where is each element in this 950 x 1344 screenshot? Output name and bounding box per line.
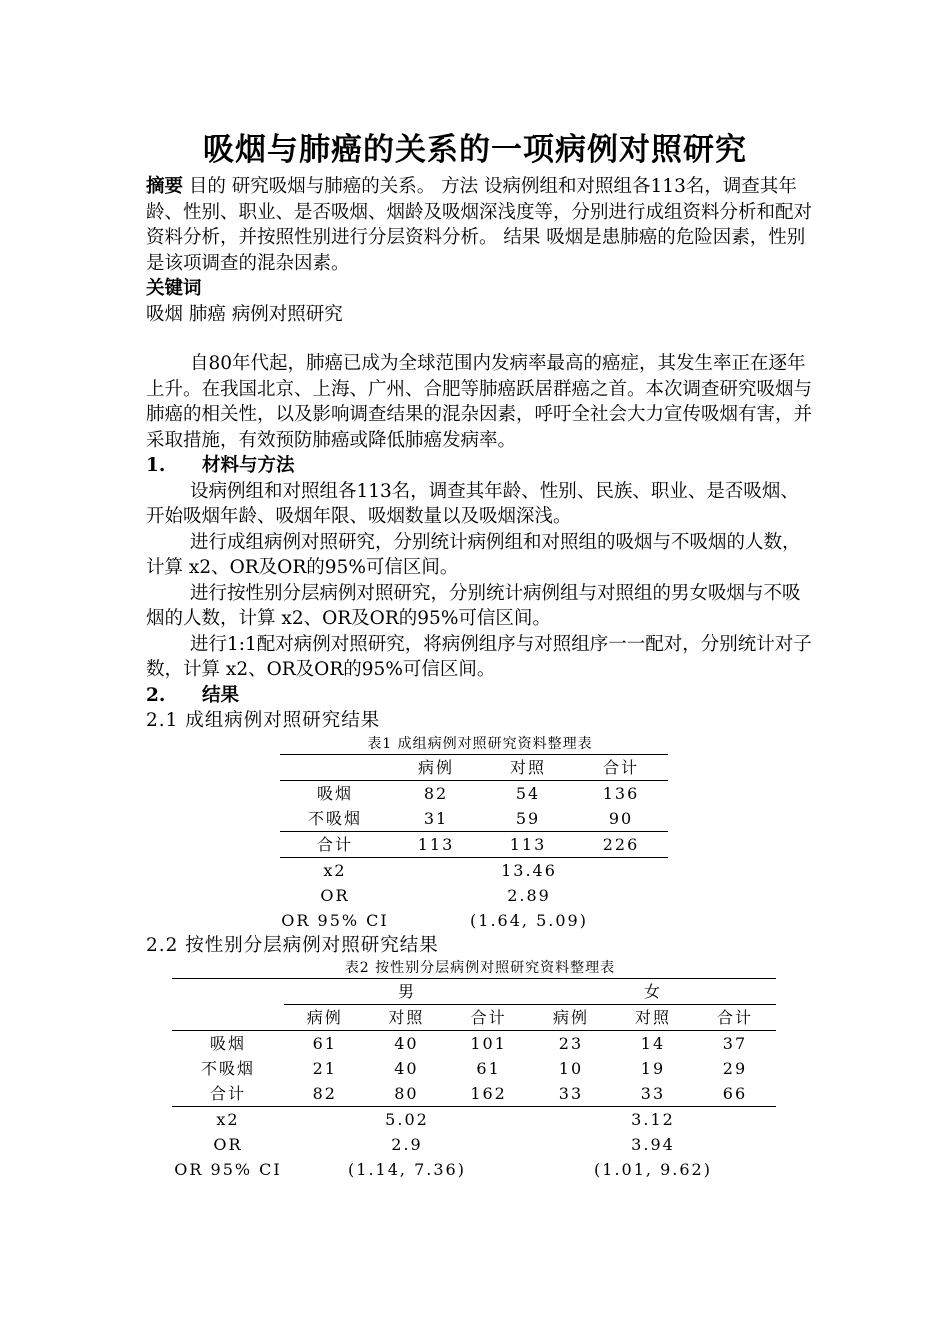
abstract-label: 摘要 xyxy=(146,176,184,197)
section-heading-results xyxy=(146,683,814,709)
table-cell: 23 xyxy=(558,1034,584,1053)
keywords-label: 关键词 xyxy=(146,278,202,299)
stat-value: 2.89 xyxy=(507,885,551,905)
table-header-cell: 对照 xyxy=(509,757,546,777)
table-cell: 82 xyxy=(423,783,449,803)
table-cell: 113 xyxy=(509,834,547,854)
table-header-cell: 合计 xyxy=(716,1008,753,1027)
subsection-heading: 2.1 成组病例对照研究结果 xyxy=(146,710,381,731)
table1 xyxy=(280,754,668,933)
table-header-cell: 病例 xyxy=(417,757,454,777)
methods-paragraph: 进行成组病例对照研究，分别统计病例组和对照组的吸烟与不吸烟的人数，计算 x2、OR及OR的95%可信区间。 xyxy=(146,531,801,578)
spacer xyxy=(146,327,814,351)
table-cell: 不吸烟 xyxy=(307,808,362,828)
stat-label: OR xyxy=(213,1135,243,1154)
section-title: 材料与方法 xyxy=(202,455,295,476)
stat-label: OR 95% CI xyxy=(281,910,389,930)
stat-value-male: 2.9 xyxy=(391,1135,423,1154)
table-cell: 162 xyxy=(470,1084,507,1103)
table-group-row xyxy=(172,979,776,1005)
methods-paragraph: 进行1:1配对病例对照研究，将病例组序与对照组序一一配对，分别统计对子数，计算 x2、OR及OR的95%可信区间。 xyxy=(146,633,812,680)
table-cell: 40 xyxy=(394,1059,419,1078)
table-cell: 14 xyxy=(640,1034,666,1053)
table-header-cell xyxy=(280,754,390,780)
methods-paragraph: 进行按性别分层病例对照研究，分别统计病例组与对照组的男女吸烟与不吸烟的人数，计算 x2、OR及OR的95%可信区间。 xyxy=(146,582,801,629)
table-cell: 33 xyxy=(558,1084,584,1103)
stat-label: x2 xyxy=(323,860,347,880)
table-cell: 21 xyxy=(312,1059,337,1078)
group-header-female: 女 xyxy=(530,979,776,1005)
paper-body xyxy=(146,174,814,1182)
table-header-cell: 病例 xyxy=(306,1008,343,1027)
table-cell: 10 xyxy=(558,1059,584,1078)
stat-value-male: (1.14, 7.36) xyxy=(348,1160,466,1179)
section-number: 1. xyxy=(146,455,166,476)
table-cell: 19 xyxy=(640,1059,666,1078)
abstract xyxy=(146,174,814,276)
table-row xyxy=(172,1031,776,1057)
table-cell: 31 xyxy=(423,808,449,828)
table1-caption: 表1 成组病例对照研究资料整理表 xyxy=(367,735,593,752)
table-header-cell: 对照 xyxy=(388,1008,425,1027)
table-header-cell: 对照 xyxy=(634,1008,671,1027)
stat-label: x2 xyxy=(216,1110,240,1129)
table-cell: 不吸烟 xyxy=(200,1059,255,1078)
table-cell: 54 xyxy=(515,783,541,803)
stat-value-male: 5.02 xyxy=(385,1110,429,1129)
table2 xyxy=(172,978,776,1182)
table-stat-row xyxy=(172,1107,776,1133)
table-stat-row xyxy=(172,1157,776,1182)
table-header-cell: 病例 xyxy=(552,1008,589,1027)
table-cell: 吸烟 xyxy=(316,783,353,803)
table-header-row xyxy=(280,754,668,780)
stat-value: (1.64, 5.09) xyxy=(470,910,588,930)
table-header-cell: 合计 xyxy=(602,757,639,777)
table-cell: 226 xyxy=(602,834,640,854)
table-cell: 吸烟 xyxy=(209,1034,246,1053)
stat-label: OR xyxy=(320,885,350,905)
table-row xyxy=(280,806,668,832)
table-cell: 29 xyxy=(722,1059,748,1078)
table-cell: 90 xyxy=(608,808,634,828)
section-heading-methods xyxy=(146,453,814,479)
keywords-text: 吸烟 肺癌 病例对照研究 xyxy=(146,303,343,325)
table-row xyxy=(172,1056,776,1081)
table-stat-row xyxy=(280,857,668,883)
section-number: 2. xyxy=(146,684,166,706)
group-header-male: 男 xyxy=(284,979,530,1005)
stat-value-female: 3.12 xyxy=(631,1110,675,1129)
table-header-row xyxy=(172,1005,776,1031)
table-row xyxy=(280,780,668,806)
table2-caption: 表2 按性别分层病例对照研究资料整理表 xyxy=(344,960,616,976)
table-cell: 59 xyxy=(515,808,541,828)
table-cell: 合计 xyxy=(209,1084,246,1103)
table-stat-row xyxy=(280,883,668,908)
table-stat-row xyxy=(280,908,668,933)
section-title: 结果 xyxy=(202,684,240,706)
table-header-cell xyxy=(172,979,284,1005)
table-stat-row xyxy=(172,1132,776,1157)
table-cell: 66 xyxy=(722,1084,748,1103)
table-cell: 33 xyxy=(640,1084,666,1103)
stat-value-female: 3.94 xyxy=(631,1135,675,1154)
table-cell: 101 xyxy=(470,1034,507,1053)
table-cell: 合计 xyxy=(316,834,353,854)
stat-value-female: (1.01, 9.62) xyxy=(594,1160,712,1179)
table-cell: 61 xyxy=(476,1059,501,1078)
table-header-cell xyxy=(172,1005,284,1031)
table-cell: 40 xyxy=(394,1034,419,1053)
table-row xyxy=(280,831,668,857)
table-row xyxy=(172,1081,776,1107)
stat-value: 13.46 xyxy=(501,860,557,880)
abstract-text: 目的 研究吸烟与肺癌的关系。 方法 设病例组和对照组各113名，调查其年龄、性别、职业、是否吸烟、烟龄及吸烟深浅度等，分别进行成组资料分析和配对资料分析，并按照性别进行分层资料分析。 结果 吸烟是患肺癌的危险因素，性别是该项调查的混杂因素。 xyxy=(146,176,813,274)
table-cell: 80 xyxy=(394,1084,419,1103)
table-cell: 113 xyxy=(417,834,455,854)
table-cell: 82 xyxy=(312,1084,337,1103)
stat-label: OR 95% CI xyxy=(174,1160,282,1179)
paper-title: 吸烟与肺癌的关系的一项病例对照研究 xyxy=(203,132,747,168)
subsection-heading: 2.2 按性别分层病例对照研究结果 xyxy=(146,934,439,956)
intro-paragraph: 自80年代起，肺癌已成为全球范围内发病率最高的癌症，其发生率正在逐年上升。在我国北京、上海、广州、合肥等肺癌跃居群癌之首。本次调查研究吸烟与肺癌的相关性，以及影响调查结果的混杂因素，呼吁全社会大力宣传吸烟有害，并采取措施，有效预防肺癌或降低肺癌发病率。 xyxy=(146,353,813,451)
table-cell: 61 xyxy=(312,1034,337,1053)
table-header-cell: 合计 xyxy=(470,1008,507,1027)
methods-paragraph: 设病例组和对照组各113名，调查其年龄、性别、民族、职业、是否吸烟、开始吸烟年龄、吸烟年限、吸烟数量以及吸烟深浅。 xyxy=(146,480,799,527)
table-cell: 136 xyxy=(602,783,640,803)
table-cell: 37 xyxy=(722,1034,748,1053)
